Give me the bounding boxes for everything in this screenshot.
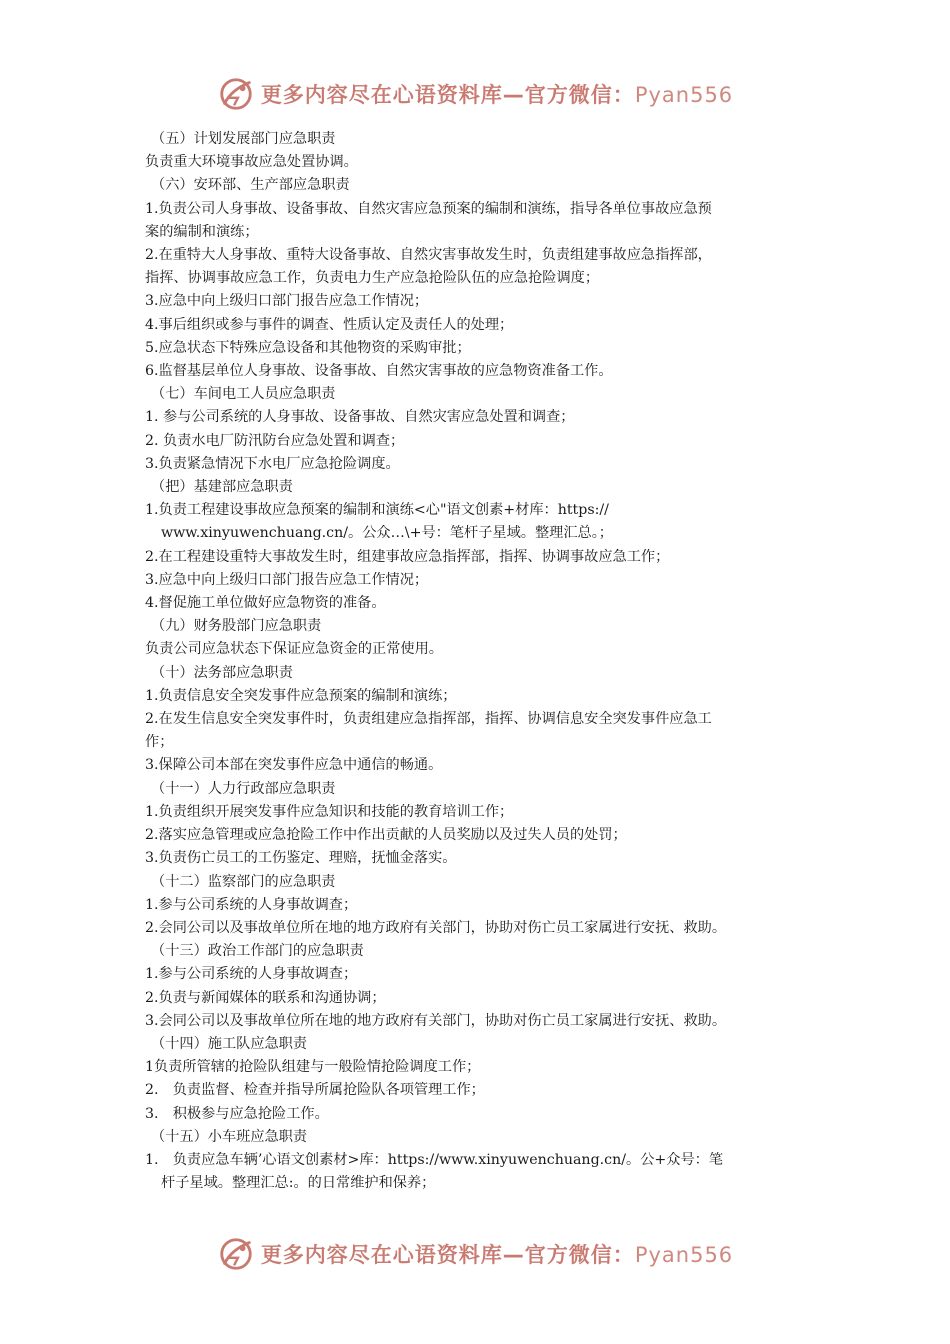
list-item: 2. 负责水电厂防汛防台应急处置和调查； xyxy=(145,432,405,449)
list-item: 3.应急中向上级归口部门报告应急工作情况； xyxy=(145,571,429,588)
list-item: 2.落实应急管理或应急抢险工作中作出贡献的人员奖励以及过失人员的处罚； xyxy=(145,827,627,844)
list-item: 3.负责伤亡员工的工伤鉴定、理赔，抚恤金落实。 xyxy=(145,850,457,867)
list-item: 1. 负责应急车辆’心语文创素材>库：https://www.xinyuwenchuang.cn/。公+众号：笔 xyxy=(145,1151,724,1168)
list-item: 1. 参与公司系统的人身事故、设备事故、自然灾害应急处置和调查； xyxy=(145,409,575,426)
watermark-banner-top xyxy=(0,72,950,116)
list-item: 2.负责与新闻媒体的联系和沟通协调； xyxy=(145,989,386,1006)
watermark-text: 更多内容尽在心语资料库—官方微信：Pyan556 xyxy=(260,1243,734,1267)
list-item: 3. 积极参与应急抢险工作。 xyxy=(145,1105,329,1122)
watermark-banner-bottom xyxy=(0,1232,950,1276)
list-item: 3.应急中向上级归口部门报告应急工作情况； xyxy=(145,293,429,310)
list-item: 1.负责组织开展突发事件应急知识和技能的教育培训工作； xyxy=(145,803,514,820)
seal-logo-icon xyxy=(217,1235,255,1273)
seal-logo-icon xyxy=(217,75,255,113)
list-item: 3.会同公司以及事故单位所在地的地方政府有关部门，协助对伤亡员工家属进行安抚、救助。 xyxy=(145,1012,727,1029)
list-item: 1负责所管辖的抢险队组建与一般险情抢险调度工作； xyxy=(145,1059,481,1076)
list-item: 2.在发生信息安全突发事件时，负责组建应急指挥部，指挥、协调信息安全突发事件应急工 xyxy=(145,711,712,728)
list-item: 4.督促施工单位做好应急物资的准备。 xyxy=(145,595,386,612)
section-heading: （七）车间电工人员应急职责 xyxy=(151,386,336,403)
list-item: 2. 负责监督、检查并指导所属抢险队各项管理工作； xyxy=(145,1082,485,1099)
list-item: 2.在工程建设重特大事故发生时，组建事故应急指挥部，指挥、协调事故应急工作； xyxy=(145,548,670,565)
list-item: 1.负责公司人身事故、设备事故、自然灾害应急预案的编制和演练，指导各单位事故应急预 xyxy=(145,200,712,217)
section-heading: （十）法务部应急职责 xyxy=(151,664,293,681)
paragraph-line: 负责重大环境事故应急处置协调。 xyxy=(145,154,358,171)
list-item-continuation: www.xinyuwenchuang.cn/。公众…\+号：笔杆子星域。整理汇总。； xyxy=(161,525,613,542)
list-item: 2.会同公司以及事故单位所在地的地方政府有关部门，协助对伤亡员工家属进行安抚、救助。 xyxy=(145,919,727,936)
section-heading: （九）财务股部门应急职责 xyxy=(151,618,322,635)
list-item-continuation: 杆子星域。整理汇总:。的日常维护和保养； xyxy=(161,1175,436,1192)
watermark-text: 更多内容尽在心语资料库—官方微信：Pyan556 xyxy=(260,83,734,107)
list-item: 4.事后组织或参与事件的调查、性质认定及责任人的处理； xyxy=(145,316,514,333)
watermark-id: Pyan556 xyxy=(634,1243,734,1267)
section-heading: （十四）施工队应急职责 xyxy=(151,1035,308,1052)
list-item-continuation: 作； xyxy=(145,734,174,751)
document-body xyxy=(145,128,815,1195)
list-item-continuation: 案的编制和演练； xyxy=(145,223,259,240)
list-item: 3.负责紧急情况下水电厂应急抢险调度。 xyxy=(145,455,400,472)
list-item: 1.负责工程建设事故应急预案的编制和演练<心"语文创素+材库：https:// xyxy=(145,502,609,519)
list-item: 1.参与公司系统的人身事故调查； xyxy=(145,896,358,913)
paragraph-line: 负责公司应急状态下保证应急资金的正常使用。 xyxy=(145,641,443,658)
list-item: 2.在重特大人身事故、重特大设备事故、自然灾害事故发生时，负责组建事故应急指挥部， xyxy=(145,247,712,264)
section-heading: （十二）监察部门的应急职责 xyxy=(151,873,336,890)
list-item: 6.监督基层单位人身事故、设备事故、自然灾害事故的应急物资准备工作。 xyxy=(145,363,613,380)
section-heading: （十五）小车班应急职责 xyxy=(151,1128,308,1145)
section-heading: （五）计划发展部门应急职责 xyxy=(151,131,336,147)
section-heading: （十三）政治工作部门的应急职责 xyxy=(151,943,364,960)
list-item: 1.参与公司系统的人身事故调查； xyxy=(145,966,358,983)
section-heading: （十一）人力行政部应急职责 xyxy=(151,780,336,797)
watermark-id: Pyan556 xyxy=(634,83,734,107)
list-item: 1.负责信息安全突发事件应急预案的编制和演练； xyxy=(145,687,457,704)
list-item: 5.应急状态下特殊应急设备和其他物资的采购审批； xyxy=(145,339,471,356)
list-item-continuation: 指挥、协调事故应急工作，负责电力生产应急抢险队伍的应急抢险调度； xyxy=(145,270,600,287)
section-heading: （六）安环部、生产部应急职责 xyxy=(151,177,350,194)
section-heading: （把）基建部应急职责 xyxy=(151,479,293,496)
list-item: 3.保障公司本部在突发事件应急中通信的畅通。 xyxy=(145,757,443,774)
